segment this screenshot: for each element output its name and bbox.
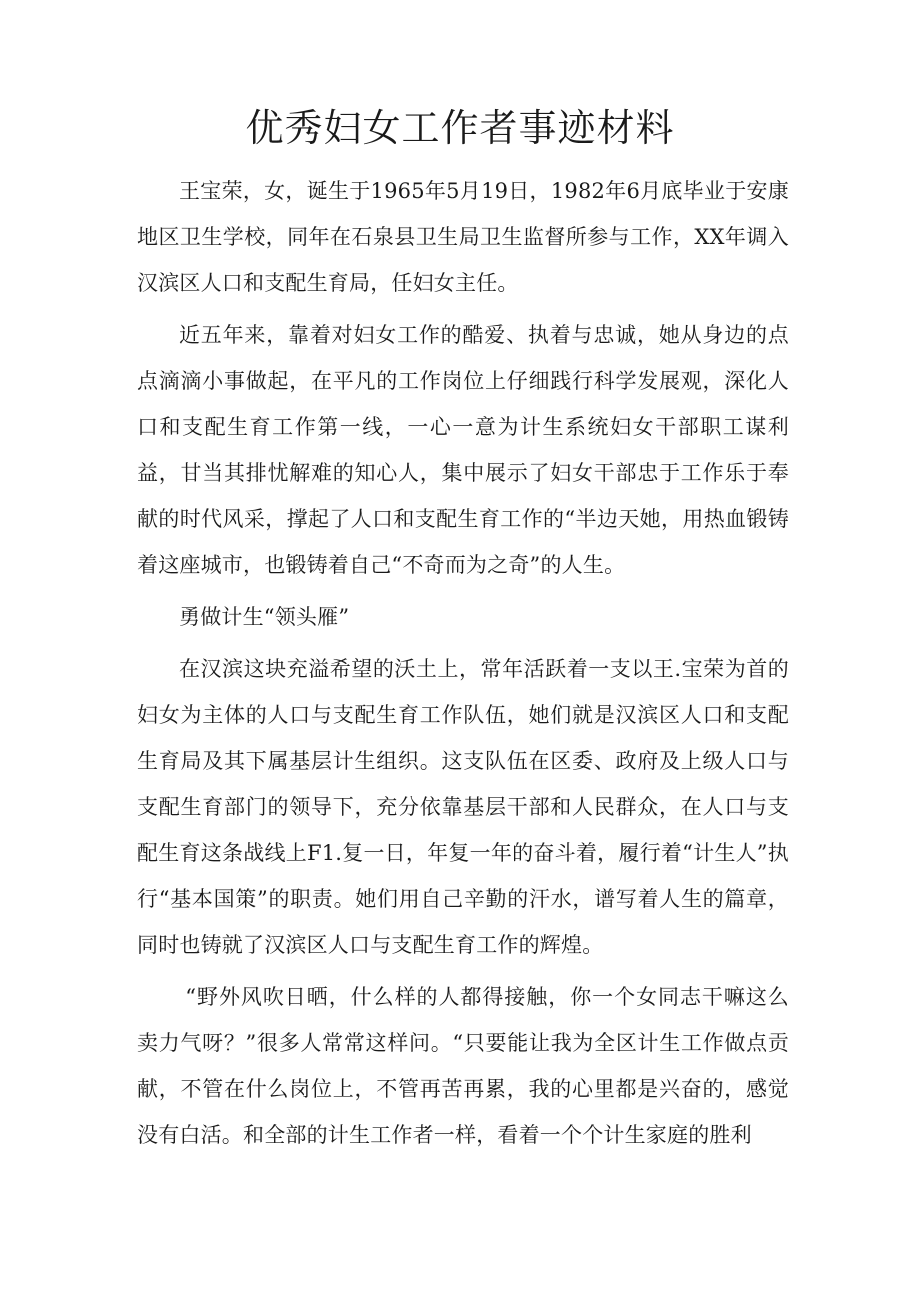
section-heading: 勇做计生“领头雁” [179, 605, 350, 629]
paragraph-team: 在汉滨这块充溢希望的沃土上，常年活跃着一支以王.宝荣为首的妇女为主体的人口与支配生育工作队伍，她们就是汉滨区人口和支配生育局及其下属基层计生组织。这支队伍在区委、政府及上级人口与支配生育部门的领导下，充分依靠基层干部和人民群众，在人口与支配生育这条战线上F1.复一日，年复一年的奋斗着，履行着“计生人”执行“基本国策”的职责。她们用自己辛勤的汗水，谱写着人生的篇章，同时也铸就了汉滨区人口与支配生育工作的辉煌。 [137, 657, 789, 957]
document-body [137, 168, 789, 1164]
document-title: 优秀妇女工作者事迹材料 [245, 106, 675, 150]
paragraph-summary: 近五年来，靠着对妇女工作的酷爱、执着与忠诚，她从身边的点点滴滴小事做起，在平凡的工作岗位上仔细践行科学发展观，深化人口和支配生育工作第一线，一心一意为计生系统妇女干部职工谋利益，甘当其排忧解难的知心人，集中展示了妇女干部忠于工作乐于奉献的时代风采，撑起了人口和支配生育工作的“半边天她，用热血锻铸着这座城市，也锻铸着自己“不奇而为之奇”的人生。 [137, 323, 789, 577]
paragraph-biography: 王宝荣，女，诞生于1965年5月19日，1982年6月底毕业于安康地区卫生学校，同年在石泉县卫生局卫生监督所参与工作，XX年调入汉滨区人口和支配生育局，任妇女主任。 [137, 179, 789, 295]
paragraph-quote: “野外风吹日晒，什么样的人都得接触，你一个女同志干嘛这么卖力气呀？”很多人常常这样问。“只要能让我为全区计生工作做点贡献，不管在什么岗位上，不管再苦再累，我的心里都是兴奋的，感觉没有白活。和全部的计生工作者一样，看着一个个计生家庭的胜利 [137, 985, 789, 1147]
